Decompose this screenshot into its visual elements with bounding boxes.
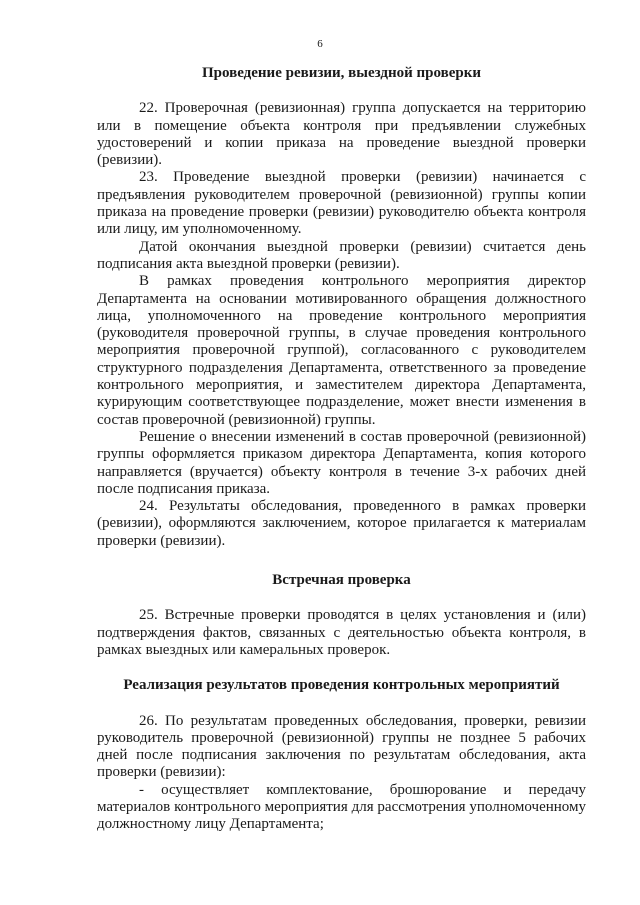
paragraph-25: 25. Встречные проверки проводятся в целях установления и (или) подтверждения фактов, связанных с деятельностью объекта контроля, в рамках выездных или камеральных проверок. xyxy=(97,607,586,658)
page-number: 6 xyxy=(317,38,323,50)
paragraph-end-date: Датой окончания выездной проверки (ревизии) считается день подписания акта выездной проверки (ревизии). xyxy=(97,238,586,272)
list-item-materials: - осуществляет комплектование, брошюрование и передачу материалов контрольного мероприятия для рассмотрения уполномоченному должностному лицу Департамента; xyxy=(97,781,586,833)
paragraph-22: 22. Проверочная (ревизионная) группа допускается на территорию или в помещение объекта контроля при предъявлении служебных удостоверений и копии приказа на проведение выездной проверки (ревизии). xyxy=(97,100,586,169)
paragraph-24: 24. Результаты обследования, проведенного в рамках проверки (ревизии), оформляются заключением, которое прилагается к материалам проверки (ревизии). xyxy=(97,498,586,549)
heading-audit-onsite: Проведение ревизии, выездной проверки xyxy=(201,65,482,81)
heading-counter-check: Встречная проверка xyxy=(272,572,411,589)
paragraph-group-changes: В рамках проведения контрольного мероприятия директор Департамента на основании мотивированного обращения должностного лица, уполномоченного на проведение контрольного мероприятия (руководителя проверочной группы, в случае проведения контрольного мероприятия проверочной группой), согласованного с руководителем структурного подразделения Департамента, ответственного за проведение контрольного мероприятия, и заместителем директора Департамента, курирующим соответствующее подразделение, может внести изменения в состав проверочной (ревизионной) группы. xyxy=(97,273,586,428)
paragraph-23: 23. Проведение выездной проверки (ревизии) начинается с предъявления руководителем проверочной (ревизионной) группы копии приказа на проведение проверки (ревизии) руководителю объекта контроля или лицу, им уполномоченному. xyxy=(97,169,586,238)
paragraph-change-decision: Решение о внесении изменений в состав проверочной (ревизионной) группы оформляется приказом директора Департамента, копия которого направляется (вручается) объекту контроля в течение 3-х рабочих дней после подписания приказа. xyxy=(97,428,586,497)
heading-results-implementation: Реализация результатов проведения контрольных мероприятий xyxy=(123,677,560,694)
document-body xyxy=(97,65,586,834)
paragraph-26: 26. По результатам проведенных обследования, проверки, ревизии руководитель проверочной (ревизионной) группы не позднее 5 рабочих дней после подписания заключения по результатам обследования, акта проверки (ревизии): xyxy=(97,712,586,781)
